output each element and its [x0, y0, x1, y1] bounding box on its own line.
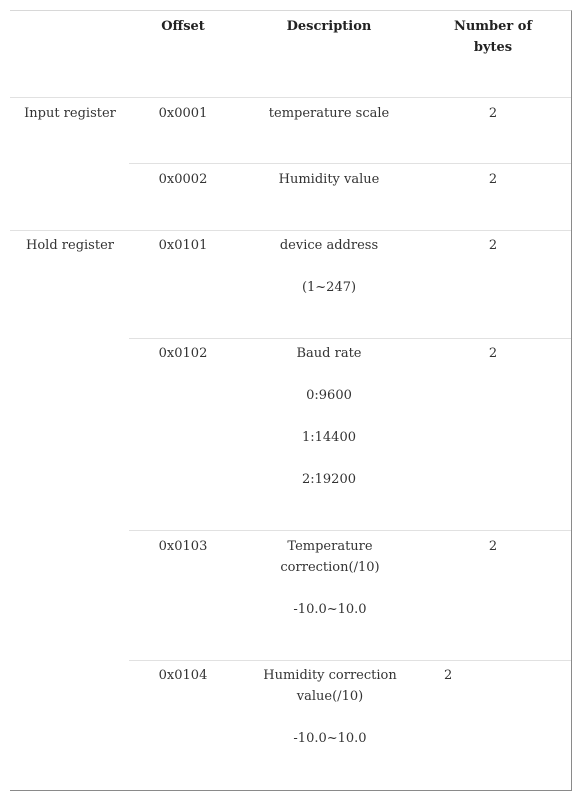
bytes-cell: 2	[444, 668, 453, 683]
group-divider	[10, 230, 571, 231]
offset-cell: 0x0101	[158, 238, 208, 253]
row-divider	[129, 660, 571, 661]
group-label-hold-register: Hold register	[26, 238, 114, 253]
description-line: device address	[279, 238, 379, 253]
header-description: Description	[286, 19, 372, 34]
description-line: -10.0~10.0	[293, 602, 367, 617]
offset-cell: 0x0001	[158, 106, 208, 121]
offset-cell: 0x0103	[158, 539, 208, 554]
description-line: (1~247)	[301, 280, 357, 295]
description-line: -10.0~10.0	[293, 731, 367, 746]
offset-cell: 0x0002	[158, 172, 208, 187]
description-line: 2:19200	[301, 472, 356, 487]
row-divider	[10, 97, 571, 98]
description-line: Temperature correction(/10)	[280, 539, 380, 575]
bytes-cell: 2	[488, 172, 498, 187]
bytes-cell: 2	[488, 539, 498, 554]
group-label-input-register: Input register	[24, 106, 116, 121]
header-number-of-bytes: Number of bytes	[453, 19, 533, 55]
description-cell	[236, 103, 422, 124]
description-line: Baud rate	[296, 346, 362, 361]
offset-cell: 0x0104	[158, 668, 208, 683]
description-line: Humidity correction value(/10)	[263, 668, 397, 704]
row-divider	[129, 163, 571, 164]
bytes-cell: 2	[488, 106, 498, 121]
description-line: temperature scale	[268, 106, 390, 121]
description-cell	[246, 536, 414, 620]
bytes-cell: 2	[488, 238, 498, 253]
row-divider	[129, 338, 571, 339]
description-cell	[250, 665, 410, 749]
description-cell	[236, 169, 422, 190]
bytes-cell: 2	[488, 346, 498, 361]
row-divider	[129, 530, 571, 531]
header-offset: Offset	[161, 19, 205, 34]
description-line: 0:9600	[306, 388, 352, 403]
description-line: 1:14400	[301, 430, 356, 445]
description-line: Humidity value	[278, 172, 380, 187]
offset-cell: 0x0102	[158, 346, 208, 361]
description-cell	[236, 343, 422, 490]
description-cell	[236, 235, 422, 298]
